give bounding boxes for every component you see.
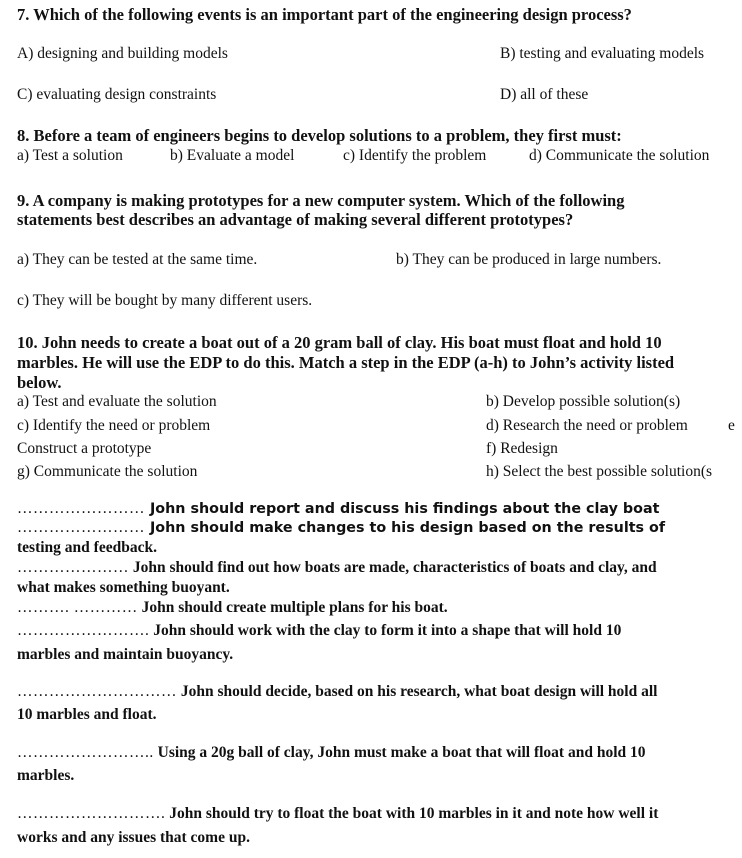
activity-continuation: works and any issues that come up. <box>17 829 250 846</box>
activity-row <box>17 500 659 518</box>
activity-continuation: what makes something buoyant. <box>17 579 230 596</box>
q8-option-b: b) Evaluate a model <box>170 147 295 164</box>
activity-row <box>17 805 658 823</box>
q8-option-d: d) Communicate the solution <box>529 147 710 164</box>
activity-continuation: 10 marbles and float. <box>17 706 157 723</box>
activity-row <box>17 683 657 701</box>
activity-row <box>17 519 665 537</box>
q9-option-b: b) They can be produced in large numbers. <box>396 251 662 268</box>
q7-option-d: D) all of these <box>500 86 589 103</box>
answer-blank[interactable]: ………………… <box>17 559 129 576</box>
q8-option-c: c) Identify the problem <box>343 147 487 164</box>
q7-option-b: B) testing and evaluating models <box>500 45 705 62</box>
activity-row <box>17 744 646 762</box>
q7-option-a: A) designing and building models <box>17 45 228 62</box>
q8-stem: 8. Before a team of engineers begins to develop solutions to a problem, they first must: <box>17 126 622 145</box>
edp-step-a: a) Test and evaluate the solution <box>17 393 217 410</box>
edp-step-h: h) Select the best possible solution(s <box>486 463 713 480</box>
edp-step-construct: Construct a prototype <box>17 440 152 457</box>
activity-row <box>17 622 621 640</box>
edp-step-c: c) Identify the need or problem <box>17 417 211 434</box>
q9-stem-line-1: 9. A company is making prototypes for a new computer system. Which of the following <box>17 191 625 210</box>
activity-continuation: marbles. <box>17 767 75 784</box>
activity-row <box>17 559 657 577</box>
answer-blank[interactable]: ………. ………… <box>17 599 138 616</box>
activity-row <box>17 599 448 617</box>
q9-option-a: a) They can be tested at the same time. <box>17 251 258 268</box>
edp-step-d: d) Research the need or problem <box>486 417 688 434</box>
q10-stem-line-3: below. <box>17 373 62 392</box>
q10-stem-line-1: 10. John needs to create a boat out of a 20 gram ball of clay. His boat must float and hold 10 <box>17 333 662 352</box>
activity-text: John should create multiple plans for his boat. <box>137 599 448 616</box>
edp-step-b: b) Develop possible solution(s) <box>486 393 681 410</box>
answer-blank[interactable]: …………………… <box>17 500 145 517</box>
edp-step-f: f) Redesign <box>486 440 558 457</box>
activity-text: Using a 20g ball of clay, John must make a boat that will float and hold 10 <box>153 744 646 761</box>
activity-continuation: marbles and maintain buoyancy. <box>17 646 234 663</box>
q9-stem-line-2: statements best describes an advantage of making several different prototypes? <box>17 210 574 229</box>
q7-option-c: C) evaluating design constraints <box>17 86 217 103</box>
q10-stem-line-2: marbles. He will use the EDP to do this. Match a step in the EDP (a-h) to John’s activity listed <box>17 353 675 372</box>
activity-text: John should find out how boats are made, characteristics of boats and clay, and <box>129 559 657 576</box>
answer-blank[interactable]: …………………….. <box>17 744 154 761</box>
edp-step-g: g) Communicate the solution <box>17 463 198 480</box>
q7-stem: 7. Which of the following events is an important part of the engineering design process? <box>17 5 632 24</box>
q8-option-a: a) Test a solution <box>17 147 123 164</box>
activity-text: John should make changes to his design based on the results of <box>145 520 666 536</box>
activity-text: John should decide, based on his research, what boat design will hold all <box>177 683 658 700</box>
edp-step-e-fragment: e <box>728 417 735 434</box>
answer-blank[interactable]: ………………………… <box>17 683 177 700</box>
activity-text: John should work with the clay to form it into a shape that will hold 10 <box>149 622 622 639</box>
activity-text: John should try to float the boat with 10 marbles in it and note how well it <box>165 805 659 822</box>
answer-blank[interactable]: …………………… <box>17 519 145 536</box>
answer-blank[interactable]: ……………………. <box>17 622 150 639</box>
q9-option-c: c) They will be bought by many different users. <box>17 292 313 309</box>
activity-continuation: testing and feedback. <box>17 539 157 556</box>
activity-text: John should report and discuss his findings about the clay boat <box>145 501 660 517</box>
answer-blank[interactable]: ………………………. <box>17 805 166 822</box>
